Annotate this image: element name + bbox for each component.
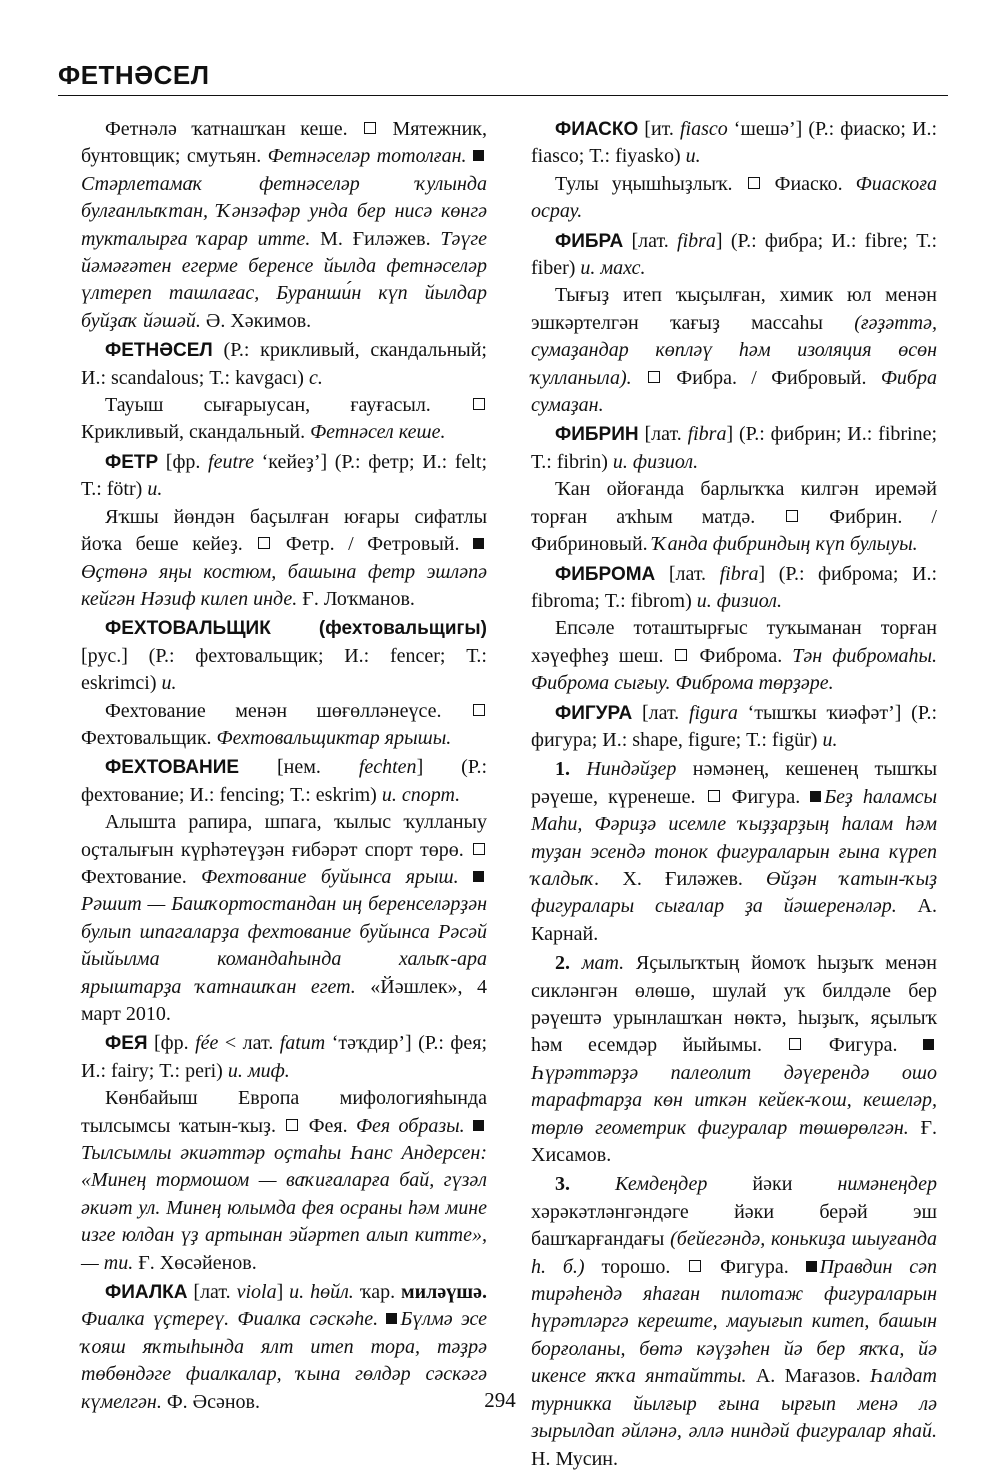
russian-equivalent-square-icon [675,649,687,661]
russian-equivalent-square-icon [473,704,485,716]
definition: Көнбайыш Европа мифологияһында тылсымсы ҡатын-ҡыҙ. Фея. Фея образы. Тылсымлы әкиәттәр оҫтаһы Һанс Андерсен: «Минең тормошом — ваҡиғаларға бай, гүзәл әкиәт ул. Минең юлымда фея осраны һәм мине изге юлдан үҙ артынан эйәртеп алып китте», — ти. Ғ. Хөсәйенов. [81,1087,487,1274]
entry-fialka: ФИАЛКА [лат. viola] и. һөйл. ҡар. миләүшә. Фиалка үҫтереү. Фиалка сәскәһе. Бүлмә эсе ҡояш яҡтыһында ялт итеп тора, тәҙрә төбөндәге фиалкалар, ҡына гөлдәр сәскәгә күмелгән. Ф. Әсәнов. [81,1281,488,1413]
headword: ФЕТР [105,451,159,473]
russian-equivalent-square-icon [473,843,485,855]
entry-fibroma: ФИБРОМА [лат. fibra] (Р.: фиброма; И.: fibroma; Т.: fibrom) и. физиол. [531,562,937,612]
headword: ФЕХТОВАЛЬЩИК (фехтовальщигы) [105,618,487,640]
example-square-icon [473,538,484,549]
entry-figura: ФИГУРА [лат. figura ‘тышҡы ҡиәфәт’] (Р.: фигура; И.: shape, figure; Т.: figür) и. [531,701,938,751]
entry-feya: ФЕЯ [фр. fée < лат. fatum ‘тәҡдир’] (Р.: фея; И.: fairy; Т.: peri) и. миф. [81,1032,488,1082]
headword: ФЕХТОВАНИЕ [105,757,240,779]
headword: ФИГУРА [555,702,633,724]
example-square-icon [806,1261,817,1272]
definition: Ҡан ойоғанда барлыҡҡа килгән иремәй торған аҡһым матдә. Фибрин. / Фибриновый. Ҡанда фибриндың күп булыуы. [531,478,937,556]
page-number: 294 [484,1388,516,1412]
headword: ФЕЯ [105,1033,148,1055]
running-head: ФЕТНӘСЕЛ [58,60,210,90]
entry-fiasko: ФИАСКО [ит. fiasco ‘шешә’] (Р.: фиаско; И.: fiasco; Т.: fiyasko) и. [531,118,938,168]
example-square-icon [386,1313,397,1324]
headword: ФИБРА [555,230,624,252]
example-square-icon [473,871,484,882]
definition: Тауыш сығарыусан, ғауғасыл. Крикливый, скандальный. Фетнәсел кеше. [81,392,487,447]
left-column [81,116,487,1416]
russian-equivalent-square-icon [648,371,660,383]
russian-equivalent-square-icon [789,1038,801,1050]
headword: ФЕТНӘСЕЛ [105,340,213,362]
entry-fekhtovalshchik: ФЕХТОВАЛЬЩИК (фехтовальщигы) [рус.] (Р.: фехтовальщик; И.: fencer; Т.: eskrimci) и. [81,618,487,695]
russian-equivalent-square-icon [689,1260,701,1272]
entry-fekhtovanie: ФЕХТОВАНИЕ [нем. fechten] (Р.: фехтование; И.: fencing; Т.: eskrim) и. спорт. [81,756,487,806]
entry-fetr: ФЕТР [фр. feutre ‘кейеҙ’] (Р.: фетр; И.: felt; Т.: fötr) и. [81,450,488,501]
entry-continuation: Фетнәлә ҡатнашҡан кеше. Мятежник, бунтовщик; смутьян. Фетнәселәр тотолған. Стәрлетамаҡ фетнәселәр ҡулында булғанлыҡтан, Ҡәнзәфәр унда бер нисә көнгә тукталырға ҡарар итте. М. Ғиләжев. Тәүге йәмәғәтен егерме беренсе йылда фетнәселәр үлтереп ташлағас, Буранши́н күп йылдар буйҙаҡ йәшәй. Ә. Хәкимов. [81,118,488,332]
sense-3: 3. Кемдеңдер йәки нимәнеңдер хәрәкәтләнгәндәге йәки берәй эш башҡарғандағы (бейегәндә, конькиҙа шыуғанда һ. б.) торошо. Фигура. Правдин сәп тирәһендә яһаған пилотаж фигураларын һүрәтләргә кереште, мауығып китеп, башын борғоланы, бөтә кәүҙәһен йә бер яҡҡа, йә икенсе яҡҡа янтайтты. А. Мағазов. Һалдат турникка йылғыр ғына ырғып менә лә зырылдап әйләнә, әллә ниндәй фигуралар яһай. Н. Мусин. [531,1173,937,1470]
russian-equivalent-square-icon [473,398,485,410]
russian-equivalent-square-icon [364,122,376,134]
sense-1: 1. Ниндәйҙер нәмәнең, кешенең тышҡы рәүеше, күренеше. Фигура. Беҙ һаламсы Маһи, Фәриҙә исемле ҡыҙҙарҙың һалам һәм туҙан эсендә тонок фигураларын ғына күреп ҡалдыҡ. Х. Ғиләжев. Өйҙән ҡатын-ҡыҙ фигуралары сығалар ҙа йәшеренәләр. А. Карнай. [531,758,938,945]
headword: ФИБРОМА [555,563,656,585]
headword: ФИАЛКА [105,1282,188,1304]
definition: Епсәле тоташтырғыс туҡыманан торған хәүефһеҙ шеш. Фиброма. Тән фибромаһы. Фиброма сығыу. Фиброма төрҙәре. [531,617,938,695]
headword: ФИБРИН [555,424,639,446]
definition: Тығыҙ итеп ҡыҫылған, химик юл менән эшкәртелгән ҡағыҙ массаһы (ғәҙәттә, сумаҙандар көпләү һәм изоляция өсөн ҡулланыла). Фибра. / Фибровый. Фибра сумаҙан. [531,284,938,417]
example-square-icon [473,1120,484,1131]
entry-fetnasel: ФЕТНӘСЕЛ (Р.: крикливый, скандальный; И.: scandalous; Т.: kavgacı) с. [81,339,487,389]
header-rule [58,95,948,96]
definition: Тулы уңышһыҙлыҡ. Фиаско. Фиаскоға осрау. [531,172,938,223]
example-square-icon [810,791,821,802]
right-column [531,116,937,1473]
russian-equivalent-square-icon [708,790,720,802]
entry-fibrin: ФИБРИН [лат. fibra] (Р.: фибрин; И.: fibrine; Т.: fibrin) и. физиол. [531,423,938,473]
russian-equivalent-square-icon [286,1119,298,1131]
definition: Яҡшы йөндән баҫылған юғары сифатлы йоҡа беше кейеҙ. Фетр. / Фетровый. Өҫтөнә яңы костюм, башына фетр эшләпә кейгән Нәзиф килеп инде. Ғ. Лоҡманов. [81,505,487,610]
example-square-icon [923,1039,934,1050]
russian-equivalent-square-icon [786,510,798,522]
definition: Алышта рапира, шпага, ҡылыс ҡулланыу оҫталығын күрһәтеүҙән ғибәрәт спорт төрө. Фехтование. Фехтование буйынса ярыш. Рәшит — Башҡортостандан иң беренселәрҙән булып шпагаларҙа фехтование буйынса Рәсәй йыйылма командаһында халыҡ-ара ярыштарҙа ҡатнашҡан егет. «Йәшлек», 4 март 2010. [81,811,487,1025]
definition: Фехтование менән шөғөлләнеүсе. Фехтовальщик. Фехтовальщиктар ярышы. [81,698,487,753]
sense-2: 2. мат. Яҫылыҡтың йомоҡ һыҙыҡ менән сикләнгән өлөшө, шулай уҡ билдәле бер рәүештә урынлашҡан нөктә, һыҙыҡ, яҫылыҡ һәм есемдәр йыйымы. Фигура. Һүрәттәрҙә палеолит дәүерендә ошо тарафтарҙа көн иткән кейек-ҡош, кешеләр, төрлө геометрик фигуралар төшөрөлгән. Ғ. Хисамов. [531,952,938,1167]
example-square-icon [473,150,484,161]
russian-equivalent-square-icon [258,537,270,549]
headword: ФИАСКО [555,119,639,140]
entry-fibra: ФИБРА [лат. fibra] (Р.: фибра; И.: fibre; Т.: fiber) и. махс. [531,229,938,280]
russian-equivalent-square-icon [748,177,760,189]
